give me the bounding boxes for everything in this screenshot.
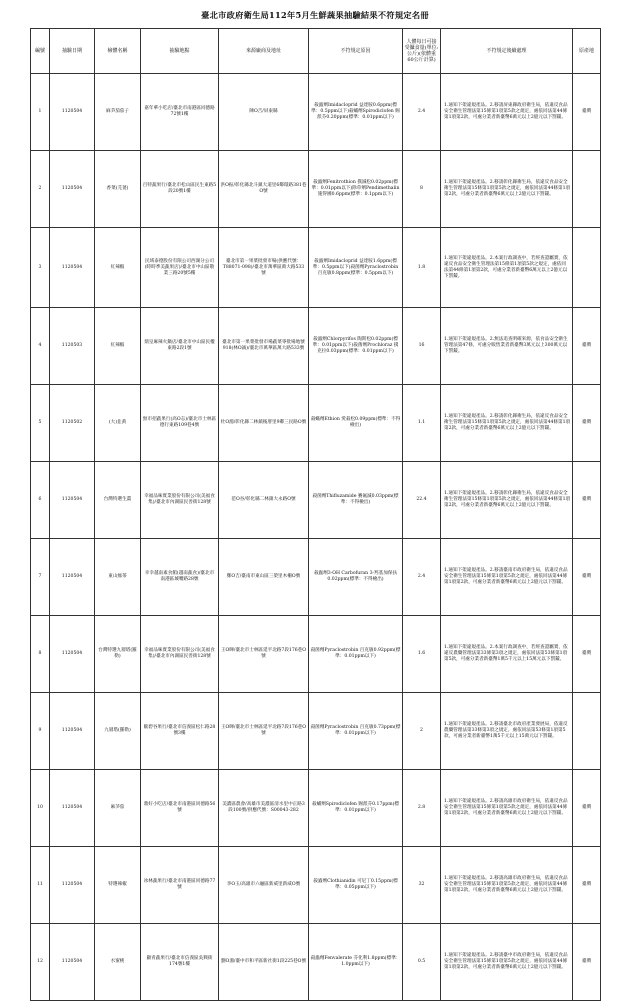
table-row <box>31 151 601 228</box>
cell-origin: 臺灣 <box>573 74 601 151</box>
cell-location: 百特蔬果行/臺北市松山區民生東路5段20號1樓 <box>141 151 219 228</box>
cell-no: 1 <box>31 74 50 151</box>
cell-origin: 臺灣 <box>573 539 601 616</box>
cell-intake: 32 <box>403 847 441 924</box>
cell-no: 4 <box>31 308 50 385</box>
cell-reason: 殺菌劑Pyraclostrobin 百克敏0.92ppm(標準：0.01ppm以下) <box>309 616 403 693</box>
cell-location: 無市招蔬果行(高O志)/臺北市士林區德行東路109巷4號 <box>141 385 219 462</box>
cell-date: 1120504 <box>50 462 95 539</box>
cell-location: 民域泰德股份有限公司西湖分公司(時時季美蔬果店)/臺北市中山區敬業三路20號5樓 <box>141 228 219 308</box>
cell-name: (大)韭黃 <box>95 385 141 462</box>
cell-name: 麻芛茄茄子 <box>95 74 141 151</box>
header-handling: 不符規定後續處理 <box>441 29 573 74</box>
cell-source: 范O谷/彰化縣二林鎮大永路O號 <box>219 462 309 539</box>
cell-handling: 1.通知下架違規產品。2.移請彰化縣衛生局，依違反食品安全衛生管理法第15條第1項第5款之規定，處依同法第44條第1項第2款，可處分業者新臺幣6萬元以上2億元以下罰鍰。 <box>441 462 573 539</box>
cell-intake: 2 <box>403 693 441 770</box>
cell-reason: 殺蟲劑Clothianidin 可尼丁0.15ppm(標準：0.05ppm以下) <box>309 847 403 924</box>
cell-intake: 1.8 <box>403 228 441 308</box>
cell-name: 台灣特選生薑 <box>95 462 141 539</box>
cell-origin: 臺灣 <box>573 308 601 385</box>
cell-intake: 8 <box>403 151 441 228</box>
cell-reason: 殺蟲劑Fenitrothion 撲滅松0.02ppm(標準：0.01ppm以下)除草劑Pendimethalin 施得圃0.6ppm(標準：0.1ppm以下) <box>309 151 403 228</box>
cell-no: 7 <box>31 539 50 616</box>
cell-date: 1120504 <box>50 228 95 308</box>
cell-source: 鄭O吉/臺南市東山區三榮里木柵O號 <box>219 539 309 616</box>
header-row <box>31 29 601 74</box>
cell-handling: 1.通知下架違規產品。2.移請臺北市政府產業發展局，依違反農藥管理法第33條第3項之規定，處依同法第53條第1項第5款，可處分業者新臺幣1萬5千元以上15萬元以下罰鍰。 <box>441 693 573 770</box>
table-row <box>31 924 601 1001</box>
document-title: 臺北市政府衛生局112年5月生鮮蔬果抽驗結果不符規定名冊 <box>201 10 429 20</box>
cell-source: 陳O吉/屏東縣 <box>219 74 309 151</box>
cell-handling: 1.通知下架違規產品。2.本案行政調查中，若經查證屬實，依違反食品安全衛生管理法第15條第1項第5款之規定，處依同法第44條第1項第2款，可處分業者新臺幣6萬元以上2億元以下罰鍰。 <box>441 228 573 308</box>
cell-handling: 1.通知下架違規產品。2.移請彰化縣衛生局，依違反食品安全衛生管理法第15條第1項第5款之規定，處依同法第44條第1項第2款，可處分業者新臺幣6萬元以上2億元以下罰鍰。 <box>441 385 573 462</box>
cell-intake: 0.5 <box>403 924 441 1001</box>
results-table <box>30 28 601 1001</box>
cell-date: 1120504 <box>50 693 95 770</box>
cell-origin: 臺灣 <box>573 770 601 847</box>
cell-name: 麻芛茄 <box>95 770 141 847</box>
cell-date: 1120504 <box>50 151 95 228</box>
cell-no: 6 <box>31 462 50 539</box>
cell-no: 9 <box>31 693 50 770</box>
cell-handling: 1.通知下架違規產品。2.移請臺中市政府衛生局，依違反食品安全衛生管理法第15條第1項第5款之規定，處依同法第44條第1項第2款，可處分業者新臺幣6萬元以上2億元以下罰鍰。 <box>441 924 573 1001</box>
cell-location: 幸福品味實業股份有限公司(美福食集)/臺北市內湖區民善街128號 <box>141 616 219 693</box>
cell-no: 2 <box>31 151 50 228</box>
cell-location: 顯青蔬果行/臺北市信義區吳興街174號1樓 <box>141 924 219 1001</box>
cell-source: 劉O鴻/臺中市和平區新社街1段225巷O號 <box>219 924 309 1001</box>
cell-no: 3 <box>31 228 50 308</box>
cell-name: 紅辣椒 <box>95 308 141 385</box>
cell-location: 歐碧谷果行/臺北市信義區松仁路28號3樓 <box>141 693 219 770</box>
cell-reason: 殺蟲劑Chlorpyrifos 陶斯松0.02ppm(標準：0.01ppm以下)殺菌劑Prochloraz 撲克拉0.03ppm(標準：0.01ppm以下) <box>309 308 403 385</box>
cell-handling: 1.通知下架違規產品。2.移請高雄市政府衛生局，依違反食品安全衛生管理法第15條第1項第5款之規定，處依同法第44條第1項第2款，可處分業者新臺幣6萬元以上2億元以下罰鍰。 <box>441 770 573 847</box>
header-location: 抽驗地點 <box>141 29 219 74</box>
header-intake: 人體每日可接受攝食量(單位:公斤)(依體重60公斤計算) <box>403 29 441 74</box>
cell-handling: 1.通知下架違規產品。2.移請屏東縣政府衛生局，依違反食品安全衛生管理法第15條第1項第5款之規定，處依同法第44條第1項第2款，可處分業者新臺幣6萬元以上2億元以下罰鍰。 <box>441 74 573 151</box>
header-source: 來源廠商及地址 <box>219 29 309 74</box>
cell-date: 1120504 <box>50 539 95 616</box>
cell-reason: 殺蟲劑3-OH Carbofuran 3-羥基加保扶0.02ppm(標準：不得檢出) <box>309 539 403 616</box>
cell-origin: 臺灣 <box>573 385 601 462</box>
header-origin: 原產地 <box>573 29 601 74</box>
cell-source: 美濃區農會/高雄市美濃區清水里中正路3段100號/供應代號：S00043-282 <box>219 770 309 847</box>
cell-source: 洪O振/彰化縣北斗鎮大道里6鄰環路381巷O號 <box>219 151 309 228</box>
cell-source: 李O玉/高雄市六龜區新威里新威O號 <box>219 847 309 924</box>
cell-location: 鼎皇麻辣火鍋店/臺北市中山區民權東路2段1號 <box>141 308 219 385</box>
cell-handling: 1.通知下架違規產品。2.移請彰化縣衛生局，依違反食品安全衛生管理法第15條第1項第5款之規定，處依同法第44條第1項第2款，可處分業者新臺幣6萬元以上2億元以下罰鍰。 <box>441 151 573 228</box>
table-row <box>31 539 601 616</box>
cell-location: 嘉年華小吃店/臺北市南港區同德路72號1樓 <box>141 74 219 151</box>
cell-name: 九層塔(羅勒) <box>95 693 141 770</box>
header-date: 抽驗日期 <box>50 29 95 74</box>
cell-location: 冰林蔬果行/臺北市南港區同德路77號 <box>141 847 219 924</box>
table-row <box>31 385 601 462</box>
cell-handling: 1.通知下架違規產品。2.無法追查明確來源，依食品安全衛生管理法第47條，可處分販售業者新臺幣3萬元以上300萬元以下罰鍰。 <box>441 308 573 385</box>
cell-name: 香菜(芫荽) <box>95 151 141 228</box>
cell-reason: 殺蟲劑Fenvalerate 芬化利1.8ppm(標準：1.0ppm以下) <box>309 924 403 1001</box>
table-row <box>31 74 601 151</box>
cell-intake: 2.4 <box>403 74 441 151</box>
cell-location: 幸幸越南素食館(越南蔬食)/臺北市南港區城嘴路28號 <box>141 539 219 616</box>
cell-date: 1120503 <box>50 308 95 385</box>
cell-handling: 1.通知下架違規產品。2.移請高雄市政府衛生局，依違反食品安全衛生管理法第15條第1項第5款之規定，處依同法第44條第1項第2款，可處分業者新臺幣6萬元以上2億元以下罰鍰。 <box>441 847 573 924</box>
table-row <box>31 308 601 385</box>
cell-handling: 1.通知下架違規產品。2.移請臺南市政府衛生局，依違反食品安全衛生管理法第15條第1項第5款之規定，處依同法第44條第1項第2款，可處分業者新臺幣6萬元以上2億元以下罰鍰。 <box>441 539 573 616</box>
cell-intake: 1.6 <box>403 616 441 693</box>
cell-name: 東山綠茶 <box>95 539 141 616</box>
cell-date: 1120504 <box>50 770 95 847</box>
cell-origin <box>573 151 601 228</box>
cell-date: 1120504 <box>50 616 95 693</box>
cell-origin: 臺灣 <box>573 616 601 693</box>
cell-intake: 16 <box>403 308 441 385</box>
header-no: 編號 <box>31 29 50 74</box>
cell-handling: 1.通知下架違規產品。2.本案行政調查中，若經查證屬實，依違反農藥管理法第33條第3項之規定，處依同法第53條第1項第5款，可處分業者新臺幣1萬5千元以上15萬元以下罰鍰。 <box>441 616 573 693</box>
cell-intake: 2.4 <box>403 539 441 616</box>
cell-origin: 臺灣 <box>573 847 601 924</box>
cell-reason: 殺蟲劑Imidacloprid 益達胺1.6ppm(標準：0.5ppm以下)殺菌劑Pyraclostrobin 百克敏0.8ppm(標準：0.5ppm以下) <box>309 228 403 308</box>
cell-no: 12 <box>31 924 50 1001</box>
cell-name: 特選辣椒 <box>95 847 141 924</box>
cell-origin: 臺灣 <box>573 462 601 539</box>
cell-location: 鼎好小吃店/臺北市南港區同德路56號 <box>141 770 219 847</box>
table-row <box>31 693 601 770</box>
table-row <box>31 770 601 847</box>
cell-reason: 殺菌劑Thifluzamide 賽氟滅0.03ppm(標準：不得檢出) <box>309 462 403 539</box>
cell-no: 10 <box>31 770 50 847</box>
cell-reason: 殺蟎劑Ethion 愛殺松0.09ppm(標準：不得檢出) <box>309 385 403 462</box>
cell-date: 1120504 <box>50 74 95 151</box>
cell-name: 紅辣椒 <box>95 228 141 308</box>
cell-source: 杜O鴻/彰化縣二林鎮後厝里9鄰三民路O號 <box>219 385 309 462</box>
table-row <box>31 462 601 539</box>
table-row <box>31 847 601 924</box>
table-row <box>31 228 601 308</box>
cell-origin <box>573 693 601 770</box>
cell-date: 1120502 <box>50 385 95 462</box>
table-row <box>31 616 601 693</box>
cell-reason: 殺蟲劑Imidacloprid 益達胺0.6ppm(標準：0.5ppm以下)殺蟎劑Spirodiclofen 賜派芬0.20ppm(標準：0.01ppm以下) <box>309 74 403 151</box>
header-name: 檢體名稱 <box>95 29 141 74</box>
cell-intake: 2.8 <box>403 770 441 847</box>
cell-source: 臺北市第一果菜批發市場(供應代號：T88071-098)/臺北市萬華區萬大路533號 <box>219 228 309 308</box>
cell-reason: 殺菌劑Pyraclostrobin 百克敏0.73ppm(標準：0.01ppm以下) <box>309 693 403 770</box>
cell-source: 王O暉/臺北市士林區延平北路7段176巷O號 <box>219 616 309 693</box>
cell-date: 1120504 <box>50 924 95 1001</box>
cell-source: 王O暉/臺北市士林區延平北路7段176巷O號 <box>219 693 309 770</box>
cell-origin <box>573 228 601 308</box>
cell-origin: 臺灣 <box>573 924 601 1001</box>
cell-intake: 22.4 <box>403 462 441 539</box>
cell-name: 台灣特選九層塔(羅勒) <box>95 616 141 693</box>
cell-no: 11 <box>31 847 50 924</box>
cell-reason: 殺蟎劑Spirodiclofen 賜派芬0.17ppm(標準：0.01ppm以下) <box>309 770 403 847</box>
cell-source: 臺北市第一果菜批發市場蔬菜零批場地號918(林O誠)/臺北市萬華區萬大路533號 <box>219 308 309 385</box>
cell-intake: 1.1 <box>403 385 441 462</box>
cell-date: 1120504 <box>50 847 95 924</box>
cell-location: 幸福品味實業股份有限公司(美福食集)/臺北市內湖區民善街128號 <box>141 462 219 539</box>
cell-name: 水蜜桃 <box>95 924 141 1001</box>
header-reason: 不符規定原因 <box>309 29 403 74</box>
cell-no: 8 <box>31 616 50 693</box>
cell-no: 5 <box>31 385 50 462</box>
